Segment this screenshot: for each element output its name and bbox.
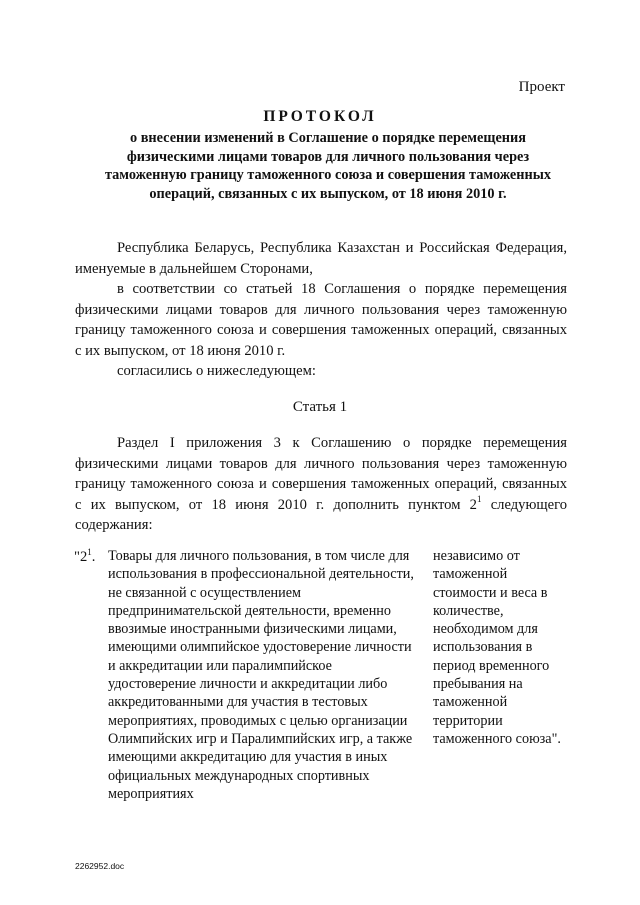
point-marker xyxy=(74,547,95,566)
article-point-superscript: 1 xyxy=(476,493,482,504)
article-text xyxy=(75,433,567,536)
article-body-tail: следующего содержания: xyxy=(75,496,567,533)
file-name-footer: 2262952.doc xyxy=(75,861,125,871)
point-marker-dot: . xyxy=(91,549,96,565)
document-subtitle: о внесении изменений в Соглашение о порядке перемещения физическими лицами товаров для личного пользования через таможенную границу таможенного союза и совершения таможенных операций, связанных с их выпуском, от 18 июня 2010 г. xyxy=(104,130,552,202)
preamble-agreed: согласились о нижеследующем: xyxy=(117,363,316,379)
preamble-parties: Республика Беларусь, Республика Казахстан и Российская Федерация, именуемые в дальнейшем Сторонами, xyxy=(75,240,567,277)
document-title: ПРОТОКОЛ xyxy=(263,108,377,125)
document-status: Проект xyxy=(518,79,565,95)
article-heading: Статья 1 xyxy=(292,399,348,415)
point-marker-superscript: 1 xyxy=(87,547,92,557)
preamble-basis: в соответствии со статьей 18 Соглашения о порядке перемещения физическими лицами товаров для личного пользования через таможенную границу таможенного союза и совершения таможенных операций, связанных с их выпуском, от 18 июня 2010 г. xyxy=(75,281,567,359)
point-marker-number: "2 xyxy=(74,549,88,565)
point-right-column: независимо от таможенной стоимости и веса в количестве, необходимом для использования в период временного пребывания на таможенной территории таможенного союза". xyxy=(433,548,561,747)
point-left-column: Товары для личного пользования, в том числе для использования в профессиональной деятельности, не связанной с осуществлением предпринимательской деятельности, временно ввозимые иностранными физическими лицами, имеющими олимпийское удостоверение личности и аккредитации или паралимпийское удостоверение личности и аккредитации либо аккредитованными для участия в тестовых мероприятиях, проводимых с целью организации Олимпийских игр и Паралимпийских игр, а также имеющими аккредитацию для участия в иных официальных международных спортивных мероприятиях xyxy=(108,548,414,802)
article-body: Раздел I приложения 3 к Соглашению о порядке перемещения физическими лицами товаров для личного пользования через таможенную границу таможенного союза и совершения таможенных операций, связанных с их выпуском, от 18 июня 2010 г. дополнить пунктом 2 xyxy=(75,435,567,513)
